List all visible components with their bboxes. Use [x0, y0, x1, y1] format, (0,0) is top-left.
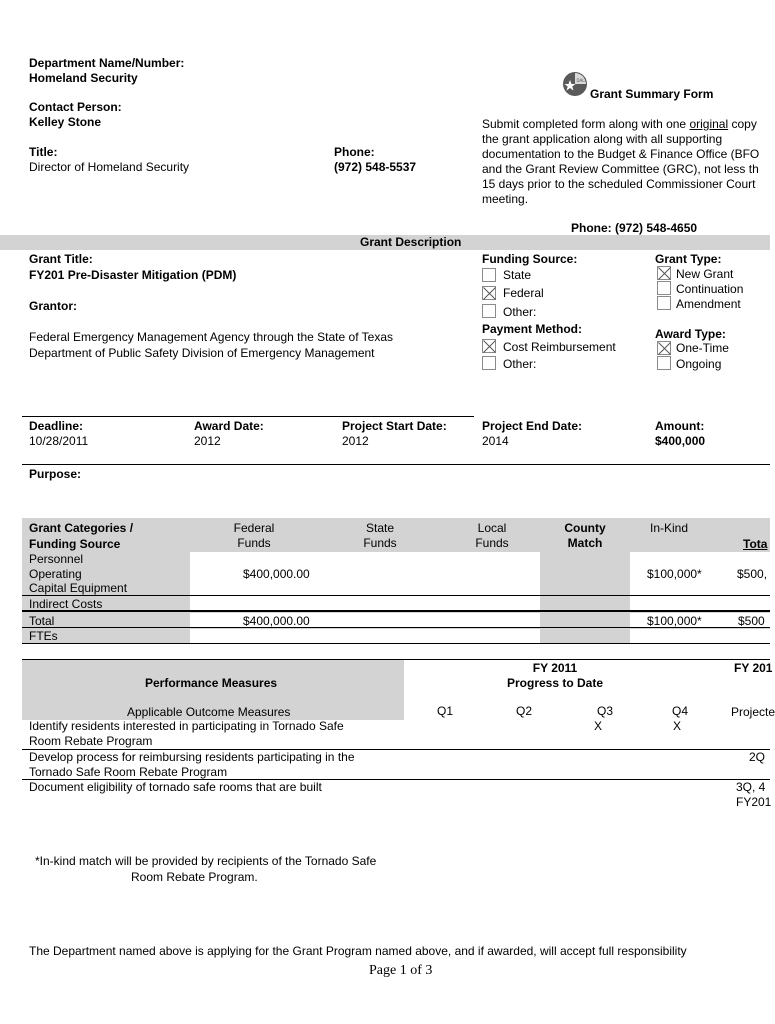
- row-total: Total: [29, 614, 55, 628]
- checkbox-continuation[interactable]: [657, 281, 671, 295]
- contact-value: Kelley Stone: [29, 115, 102, 129]
- instructions-line-6: meeting.: [482, 192, 529, 206]
- applicant-statement: The Department named above is applying for the Grant Program named above, and if awarded, will accept full responsibility: [29, 944, 687, 958]
- operating-inkind-value: $100,000*: [647, 567, 702, 581]
- phone-label: Phone:: [334, 145, 375, 159]
- award-type-label: Award Type:: [655, 327, 726, 341]
- grant-description-title: Grant Description: [360, 235, 462, 249]
- checkbox-amendment-label: Amendment: [676, 297, 741, 311]
- measure-3-projected-1: 3Q, 4: [736, 780, 766, 794]
- project-end-value: 2014: [482, 434, 509, 448]
- deadline-label: Deadline:: [29, 419, 84, 433]
- measure-3-projected-2: FY201: [736, 795, 772, 809]
- row-capital-equipment: Capital Equipment: [29, 581, 128, 595]
- row-ftes: FTEs: [29, 629, 58, 643]
- payment-method-label: Payment Method:: [482, 322, 583, 336]
- quarter-4-header: Q4: [672, 704, 689, 718]
- operating-federal-value: $400,000.00: [243, 567, 310, 581]
- purpose-divider: [22, 464, 770, 465]
- checkbox-payment-other-label: Other:: [503, 357, 537, 371]
- checkbox-new-grant-label: New Grant: [676, 267, 734, 281]
- amount-value: $400,000: [655, 434, 706, 448]
- phone-value: (972) 548-5537: [334, 160, 417, 174]
- deadline-value: 10/28/2011: [29, 434, 89, 448]
- checkbox-one-time-label: One-Time: [676, 341, 729, 355]
- row-operating: Operating: [29, 567, 82, 581]
- grantor-label: Grantor:: [29, 299, 77, 313]
- checkbox-payment-other[interactable]: [482, 356, 496, 370]
- checkbox-funding-other-label: Other:: [503, 305, 537, 319]
- quarter-1-header: Q1: [437, 704, 454, 718]
- measure-2-line-1: Develop process for reimbursing residents participating in the: [29, 750, 355, 764]
- federal-funds-header: Federal Funds: [233, 521, 275, 550]
- operating-total-value: $500,: [737, 567, 768, 581]
- checkbox-ongoing-label: Ongoing: [676, 357, 722, 371]
- checkbox-ongoing[interactable]: [657, 356, 671, 370]
- footnote-line-2: Room Rebate Program.: [131, 870, 258, 884]
- checkbox-continuation-label: Continuation: [676, 282, 744, 296]
- measure-2-line-2: Tornado Safe Room Rebate Program: [29, 765, 228, 779]
- grant-title-label: Grant Title:: [29, 252, 93, 266]
- footnote-line-1: *In-kind match will be provided by recipients of the Tornado Safe: [35, 854, 377, 868]
- total-inkind-value: $100,000*: [647, 614, 702, 628]
- checkbox-funding-other[interactable]: [482, 304, 496, 318]
- page-number: Page 1 of 3: [369, 963, 433, 978]
- total-federal-value: $400,000.00: [243, 614, 310, 628]
- grantor-value-line-1: Federal Emergency Management Agency through the State of Texas: [29, 330, 393, 344]
- checkbox-state-label: State: [503, 268, 532, 282]
- county-match-header: County Match: [564, 521, 606, 550]
- instructions-line-2: the grant application along with all supporting: [482, 132, 723, 146]
- outcome-measures-header: Applicable Outcome Measures: [127, 705, 291, 719]
- instructions-line-4: and the Grant Review Committee (GRC), not less th: [482, 162, 759, 176]
- form-title: Grant Summary Form: [590, 87, 714, 101]
- checkbox-federal[interactable]: [482, 286, 496, 300]
- checkbox-amendment[interactable]: [657, 296, 671, 310]
- award-date-label: Award Date:: [194, 419, 264, 433]
- row-personnel: Personnel: [29, 552, 84, 566]
- local-funds-header: Local Funds: [475, 521, 509, 550]
- measure-1-q4: X: [673, 719, 682, 733]
- total-total-value: $500: [738, 614, 765, 628]
- projected-header: Projecte: [731, 705, 775, 719]
- measure-1-line-1: Identify residents interested in participating in Tornado Safe: [29, 719, 344, 733]
- inkind-header: In-Kind: [650, 521, 689, 535]
- instructions-line-1: Submit completed form along with one original copy: [482, 117, 757, 131]
- total-header: Tota: [743, 537, 768, 551]
- quarter-3-header: Q3: [597, 704, 614, 718]
- county-seal-logo: [562, 71, 588, 97]
- award-date-value: 2012: [194, 434, 221, 448]
- checkbox-new-grant[interactable]: [657, 266, 671, 280]
- svg-text:DALT: DALT: [576, 78, 587, 83]
- dates-divider: [22, 416, 474, 417]
- measure-1-q3: X: [594, 719, 603, 733]
- measure-1-line-2: Room Rebate Program: [29, 734, 153, 748]
- measure-3-line-1: Document eligibility of tornado safe rooms that are built: [29, 780, 322, 794]
- checkbox-cost-reimbursement-label: Cost Reimbursement: [503, 340, 616, 354]
- purpose-label: Purpose:: [29, 467, 82, 481]
- project-start-label: Project Start Date:: [342, 419, 447, 433]
- instructions-line-3: documentation to the Budget & Finance Office (BFO: [482, 147, 760, 161]
- checkbox-state[interactable]: [482, 268, 496, 282]
- project-end-label: Project End Date:: [482, 419, 583, 433]
- fy-next-header: FY 201: [734, 661, 773, 675]
- contact-label: Contact Person:: [29, 100, 122, 114]
- project-start-value: 2012: [342, 434, 369, 448]
- title-value: Director of Homeland Security: [29, 160, 190, 174]
- fy2011-header: FY 2011 Progress to Date: [506, 661, 604, 690]
- performance-title: Performance Measures: [145, 676, 278, 690]
- department-value: Homeland Security: [29, 71, 138, 85]
- categories-header-1: Grant Categories /: [29, 521, 134, 535]
- checkbox-one-time[interactable]: [657, 341, 671, 355]
- checkbox-cost-reimbursement[interactable]: [482, 339, 496, 353]
- state-funds-header: State Funds: [363, 521, 397, 550]
- quarter-2-header: Q2: [516, 704, 533, 718]
- checkbox-federal-label: Federal: [503, 286, 544, 300]
- office-phone: Phone: (972) 548-4650: [571, 221, 698, 235]
- funding-source-label: Funding Source:: [482, 252, 578, 266]
- grant-title-value: FY201 Pre-Disaster Mitigation (PDM): [29, 268, 237, 282]
- department-label: Department Name/Number:: [29, 56, 185, 70]
- row-indirect-costs: Indirect Costs: [29, 597, 103, 611]
- amount-label: Amount:: [655, 419, 705, 433]
- measure-2-projected: 2Q: [749, 750, 766, 764]
- categories-header-2: Funding Source: [29, 537, 121, 551]
- title-label: Title:: [29, 145, 58, 159]
- instructions-line-5: 15 days prior to the scheduled Commissioner Court: [482, 177, 756, 191]
- grant-type-label: Grant Type:: [655, 252, 722, 266]
- grantor-value-line-2: Department of Public Safety Division of Emergency Management: [29, 346, 375, 360]
